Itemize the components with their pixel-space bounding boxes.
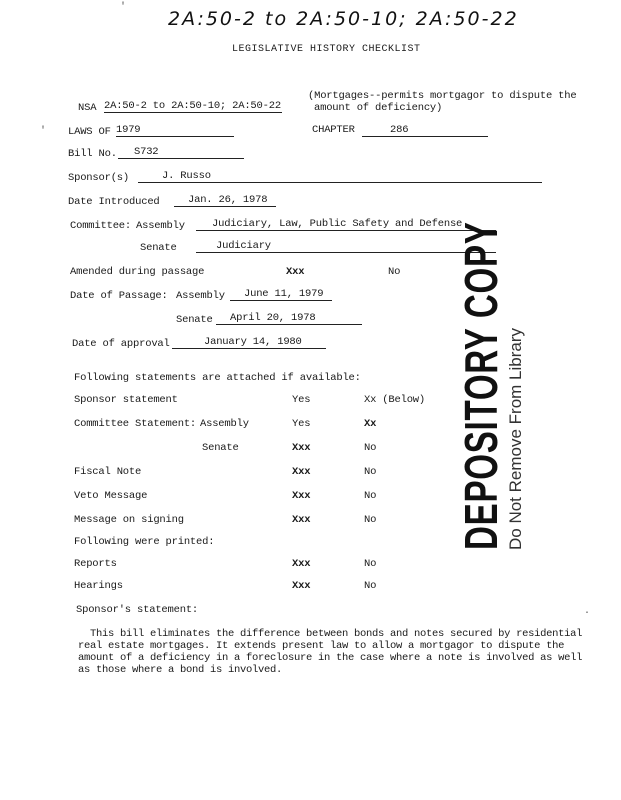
statement-sub: Senate — [202, 442, 239, 454]
statement-yes: Yes — [292, 394, 311, 406]
sponsor-statement-line: as those where a bond is involved. — [78, 664, 283, 676]
scan-speck: . — [584, 606, 591, 617]
statement-no: No — [364, 514, 377, 526]
approval-label: Date of approval — [72, 338, 170, 350]
statement-no: No — [364, 466, 377, 478]
printed-no: No — [364, 558, 377, 570]
statement-label: Sponsor statement — [74, 394, 178, 406]
statement-label: Veto Message — [74, 490, 148, 502]
committee-assembly-label: Assembly — [136, 220, 185, 232]
passage-senate-label: Senate — [176, 314, 213, 326]
statement-sub: Assembly — [200, 418, 249, 430]
approval-value: January 14, 1980 — [172, 336, 326, 349]
chapter-label: CHAPTER — [312, 124, 355, 136]
sponsor-label: Sponsor(s) — [68, 172, 130, 184]
statement-yes: Xxx — [292, 490, 311, 502]
introduced-value: Jan. 26, 1978 — [174, 194, 276, 207]
depository-copy-stamp: DEPOSITORY COPY — [455, 221, 507, 550]
printed-no: No — [364, 580, 377, 592]
statement-yes: Yes — [292, 418, 311, 430]
sponsor-statement-line: This bill eliminates the difference between bonds and notes secured by residential — [90, 628, 583, 640]
amended-label: Amended during passage — [70, 266, 205, 278]
statement-no: No — [364, 442, 377, 454]
introduced-label: Date Introduced — [68, 196, 160, 208]
passage-assembly-value: June 11, 1979 — [230, 288, 332, 301]
statement-yes: Xxx — [292, 466, 311, 478]
laws-label: LAWS OF — [68, 126, 111, 138]
statement-no: No — [364, 490, 377, 502]
handwritten-statute-reference: 2A:50-2 to 2A:50-10; 2A:50-22 — [168, 8, 519, 30]
attached-heading: Following statements are attached if available: — [74, 372, 361, 384]
chapter-value: 286 — [362, 124, 488, 137]
statement-label: Fiscal Note — [74, 466, 142, 478]
statement-no: Xx — [364, 418, 377, 430]
description-line-2: amount of deficiency) — [314, 102, 443, 114]
committee-assembly-value: Judiciary, Law, Public Safety and Defense — [196, 218, 496, 231]
printed-label: Hearings — [74, 580, 123, 592]
committee-label: Committee: — [70, 220, 132, 232]
bill-value: S732 — [118, 146, 244, 159]
sponsor-statement-line: amount of a deficiency in a foreclosure in the case where a note is involved as well — [78, 652, 583, 664]
bill-label: Bill No. — [68, 148, 117, 160]
sponsor-statement-label: Sponsor's statement: — [76, 604, 199, 616]
passage-senate-value: April 20, 1978 — [216, 312, 362, 325]
statement-yes: Xxx — [292, 442, 311, 454]
laws-value: 1979 — [116, 124, 234, 137]
sponsor-value: J. Russo — [138, 170, 542, 183]
passage-assembly-label: Assembly — [176, 290, 225, 302]
statement-no: Xx (Below) — [364, 394, 426, 406]
amended-no: No — [388, 266, 401, 278]
committee-senate-value: Judiciary — [196, 240, 496, 253]
statement-yes: Xxx — [292, 514, 311, 526]
passage-label: Date of Passage: — [70, 290, 168, 302]
scan-speck: ' — [40, 126, 47, 137]
printed-label: Reports — [74, 558, 117, 570]
printed-yes: Xxx — [292, 558, 311, 570]
statement-label: Committee Statement: — [74, 418, 197, 430]
scan-speck: ' — [120, 2, 127, 13]
nsa-label: NSA — [78, 102, 97, 114]
printed-heading: Following were printed: — [74, 536, 215, 548]
checklist-title: LEGISLATIVE HISTORY CHECKLIST — [232, 44, 421, 55]
statement-label: Message on signing — [74, 514, 184, 526]
printed-yes: Xxx — [292, 580, 311, 592]
description-line-1: (Mortgages--permits mortgagor to dispute the — [308, 90, 577, 102]
amended-yes: Xxx — [286, 266, 305, 278]
committee-senate-label: Senate — [140, 242, 177, 254]
sponsor-statement-line: real estate mortgages. It extends present law to allow a mortgagor to dispute the — [78, 640, 565, 652]
nsa-value: 2A:50-2 to 2A:50-10; 2A:50-22 — [104, 100, 281, 112]
library-stamp-subtext: Do Not Remove From Library — [506, 327, 525, 550]
